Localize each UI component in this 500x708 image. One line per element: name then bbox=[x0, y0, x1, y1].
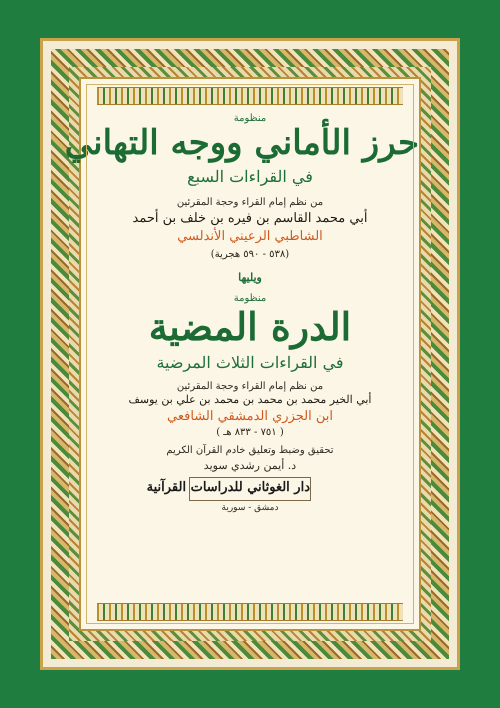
ornamental-frame bbox=[40, 38, 460, 670]
title-1: حرز الأماني ووجه التهاني bbox=[64, 123, 419, 163]
intro-label-1: منظومة bbox=[233, 113, 267, 124]
title-2: الدرة المضية bbox=[148, 304, 352, 349]
subtitle-1: في القراءات السبع bbox=[187, 167, 313, 186]
by-line-1: من نظم إمام القراء وحجة المقرئين bbox=[176, 197, 324, 208]
author-2: أبي الخير محمد بن محمد بن محمد بن علي بن يوسف bbox=[128, 393, 372, 406]
top-ornament-band bbox=[97, 87, 403, 105]
author-1-nisba: الشاطبي الرعيني الأندلسي bbox=[177, 229, 323, 244]
author-2-dates: ( ٧٥١ - ٨٣٣ هـ ) bbox=[216, 427, 284, 438]
intro-label-2: منظومة bbox=[233, 293, 267, 304]
publisher-logo bbox=[146, 477, 311, 501]
author-1-dates: (٥٣٨ - ٥٩٠ هجرية) bbox=[210, 249, 290, 260]
editor-name: د. أيمن رشدي سويد bbox=[203, 459, 297, 472]
author-2-nisba: ابن الجزري الدمشقي الشافعي bbox=[167, 409, 333, 424]
subtitle-2: في القراءات الثلاث المرضية bbox=[156, 353, 344, 372]
inner-panel bbox=[64, 77, 421, 631]
author-1: أبي محمد القاسم بن فيره بن خلف بن أحمد bbox=[132, 211, 368, 226]
cover-content bbox=[64, 79, 419, 629]
by-line-2: من نظم إمام القراء وحجة المقرئين bbox=[176, 381, 324, 392]
publisher-name: دار الغوثاني للدراسات القرآنية bbox=[146, 480, 310, 495]
publisher-city: دمشق - سورية bbox=[221, 503, 279, 513]
followed-by-label: ويليها bbox=[238, 271, 262, 284]
editor-line: تحقيق وضبط وتعليق خادم القرآن الكريم bbox=[166, 445, 334, 456]
bottom-ornament-band bbox=[97, 603, 403, 621]
